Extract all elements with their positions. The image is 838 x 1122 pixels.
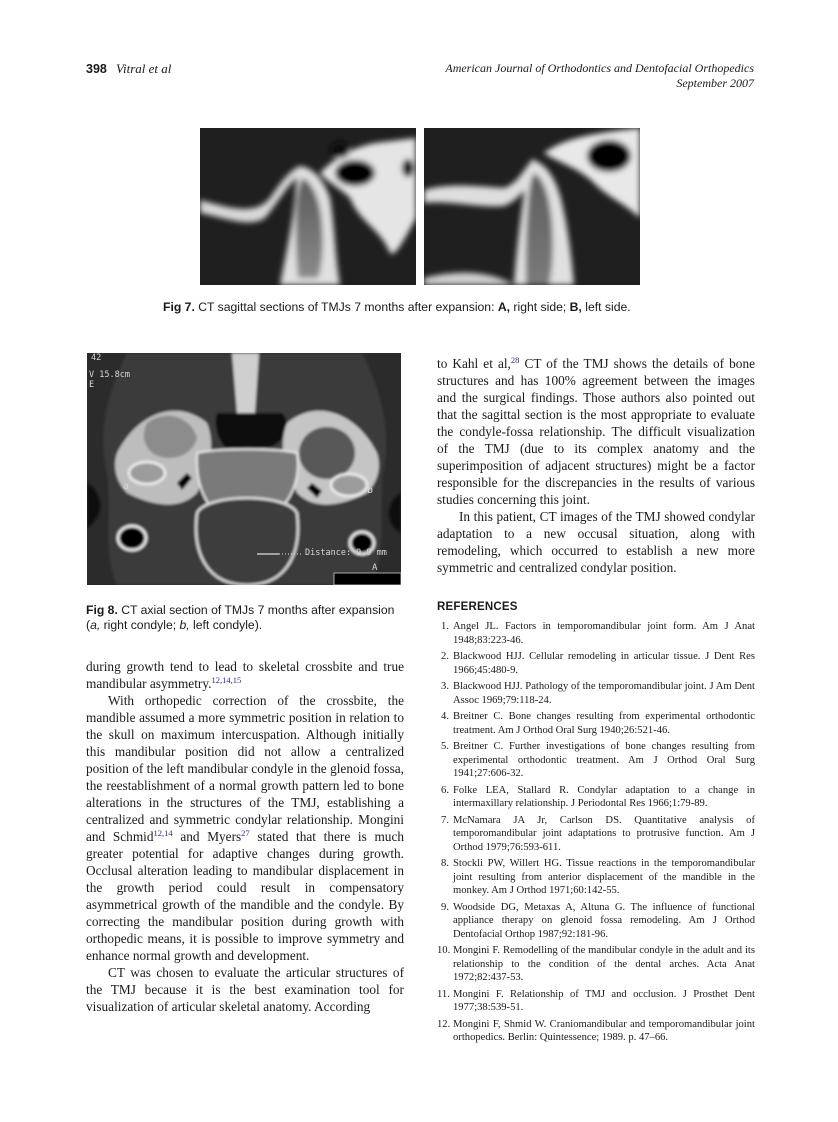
reference-item: 11. Mongini F. Relationship of TMJ and occlusion. J Prosthet Dent 1977;38:539-51. <box>437 988 755 1013</box>
reference-item: 7. McNamara JA Jr, Carlson DS. Quantitative analysis of temporomandibular joint adaptations to protrusive function. Am J Orthod 1979;76:593-611. <box>441 814 755 853</box>
running-journal-header <box>445 61 754 91</box>
running-author: Vitral et al <box>116 61 172 76</box>
paragraph: In this patient, CT images of the TMJ showed condylar adaptation to a new occusal situation, along with remodeling, which occurred to establish a new more symmetric and centralized condylar position. <box>437 509 755 575</box>
reference-item: 8. Stockli PW, Willert HG. Tissue reactions in the temporomandibular joint resulting from anterior displacement of the mandible in the monkey. Am J Orthod 1971;60:142-55. <box>441 858 755 896</box>
ct-field-of-view: V 15.8cm <box>89 370 130 380</box>
citation-link[interactable]: 12,14 <box>153 828 173 838</box>
reference-item: 4. Breitner C. Bone changes resulting from experimental orthodontic treatment. Am J Orthod Oral Surg 1940;26:521-46. <box>441 711 755 736</box>
left-condyle-label: b <box>367 485 374 496</box>
reference-item: 5. Breitner C. Further investigations of bone changes resulting from experimental orthodontic treatment. Am J Orthod Oral Surg 1941;27:606-32. <box>441 741 755 779</box>
left-column-body <box>86 658 404 1015</box>
journal-issue: September 2007 <box>676 76 754 90</box>
paragraph: to Kahl et al,$^{28}$ CT of the TMJ shows the details of bone structures and has 100% agreement between the images and the surgical findings. Those authors also pointed out that the sagittal section is the most appropriate to evaluate the condyle-fossa relationship. The difficult visualization of the TMJ (due to its complex anatomy and the superimposition of adjacent structures) might be a factor responsible for the discrepancies in the results of various studies concerning this joint. <box>437 355 755 507</box>
right-column-body <box>437 355 755 576</box>
figure-7-caption: Fig 7. CT sagittal sections of TMJs 7 months after expansion: A, right side; B, left side. <box>163 300 631 314</box>
right-condyle-label: a <box>123 481 130 492</box>
figure-7-panel-a-ct-image <box>200 128 416 285</box>
reference-item: 1. Angel JL. Factors in temporomandibular joint form. Am J Anat 1948;83:223-46. <box>441 621 755 646</box>
citation-link[interactable]: 27 <box>241 828 250 838</box>
journal-title: American Journal of Orthodontics and Dentofacial Orthopedics <box>445 61 754 75</box>
paragraph: during growth tend to lead to skeletal crossbite and true mandibular asymmetry.$^{12,14,15}$ <box>86 659 404 691</box>
figure-7 <box>200 128 640 285</box>
paragraph: With orthopedic correction of the crossbite, the mandible assumed a more symmetric position in relation to the skull on maximum intercuspation. Although initially this mandibular position did not allow a centralized position of the left mandibular condyle in the glenoid fossa, the reestablishment of a normal growth pattern led to bone alterations in the structures of the TMJ, establishing a centralized and symmetric condylar relationship. Mongini and Schmid$^{12,14}$ and Myers$^{27}$ stated that there is much greater potential for adaptive changes during growth. Occlusal alteration leading to mandibular displacement in the growth period could result in compensatory asymmetrical growth of the mandible and the condyle. By correcting the mandibular position during growth with orthopedic means, it is possible to improve symmetry and enhance normal growth and development. <box>86 693 404 963</box>
reference-item: 6. Folke LEA, Stallard R. Condylar adaptation to a change in intermaxillary relationship. J Periodontal Res 1966;1:79-89. <box>441 784 755 809</box>
ct-slice-number: 42 <box>91 353 102 363</box>
citation-link[interactable]: 28 <box>510 355 520 365</box>
distance-measurement: Distance: 9.9 mm <box>305 548 387 558</box>
citation-link[interactable]: 12,14,15 <box>211 675 242 685</box>
figure-8-caption: Fig 8. CT axial section of TMJs 7 months after expansion (a, right condyle; b, left condyle). <box>86 603 395 632</box>
figure-8-ct-axial-image <box>87 353 401 585</box>
figure-8-label: Fig 8. <box>86 603 118 617</box>
reference-item: 3. Blackwood HJJ. Pathology of the temporomandibular joint. J Am Dent Assoc 1969;79:118-24. <box>441 681 755 706</box>
page-number: 398 <box>86 62 107 76</box>
references-list <box>437 620 755 1048</box>
references-heading: REFERENCES <box>437 601 518 613</box>
ct-fov-suffix: E <box>89 380 95 390</box>
paragraph: CT was chosen to evaluate the articular structures of the TMJ because it is the best examination tool for visualization of articular skeletal anatomy. According <box>86 965 404 1014</box>
reference-item: 2. Blackwood HJJ. Cellular remodeling in articular tissue. J Dent Res 1966;45:480-9. <box>441 651 755 676</box>
reference-item: 10. Mongini F. Remodelling of the mandibular condyle in the adult and its relationship to the condition of the dental arches. Acta Anat 1972;82:437-53. <box>437 945 755 983</box>
figure-7-label: Fig 7. <box>163 300 195 314</box>
orientation-marker: A <box>372 563 378 573</box>
reference-item: 12. Mongini F, Shmid W. Craniomandibular and temporomandibular joint orthopedics. Berlin: Quintessence; 1989. p. 47–66. <box>437 1018 755 1043</box>
reference-item: 9. Woodside DG, Metaxas A, Altuna G. The influence of functional appliance therapy on glenoid fossa remodeling. Am J Orthod Dentofacial Orthop 1987;92:181-96. <box>441 901 755 940</box>
figure-7-panel-b-ct-image <box>424 128 640 285</box>
